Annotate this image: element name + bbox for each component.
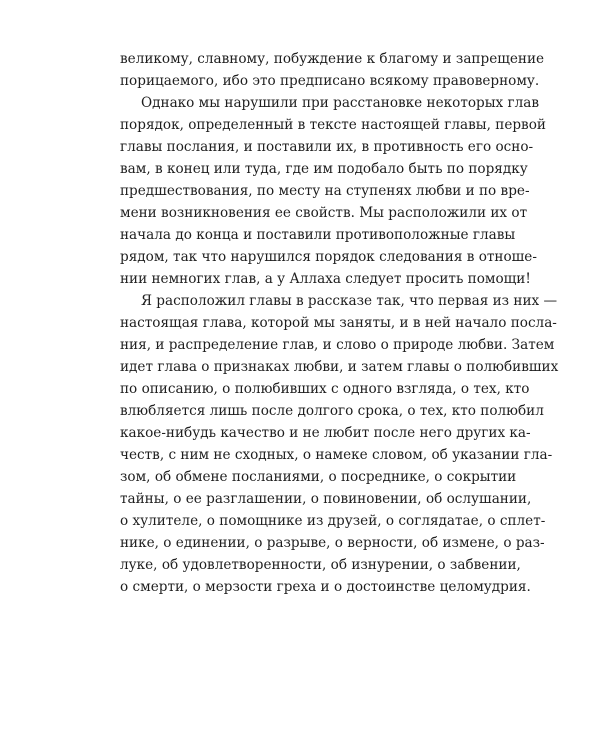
text-line: нии немногих глав, а у Аллаха следует просить помощи! xyxy=(120,271,531,287)
text-line: рядом, так что нарушился порядок следования в отноше- xyxy=(120,249,537,265)
paragraph-3 xyxy=(120,290,559,598)
paragraph-2 xyxy=(120,92,546,290)
text-line: начала до конца и поставили противоположные главы xyxy=(120,227,516,243)
text-line: Однако мы нарушили при расстановке некоторых глав xyxy=(141,95,540,111)
text-line: нике, о единении, о разрыве, о верности, об измене, о раз- xyxy=(120,535,545,551)
text-line: честв, с ним не сходных, о намеке словом, об указании гла- xyxy=(120,447,553,463)
text-line: главы послания, и поставили их, в противность его осно- xyxy=(120,139,534,155)
text-line: зом, об обмене посланиями, о посреднике, о сокрытии xyxy=(120,469,517,485)
text-line: тайны, о ее разглашении, о повиновении, об ослушании, xyxy=(120,491,532,507)
text-line: настоящая глава, которой мы заняты, и в ней начало посла- xyxy=(120,315,557,331)
page-body-text xyxy=(120,48,559,598)
text-line: вам, в конец или туда, где им подобало быть по порядку xyxy=(120,161,528,177)
text-line: идет глава о признаках любви, и затем главы о полюбивших xyxy=(120,359,559,375)
text-line: Я расположил главы в рассказе так, что первая из них — xyxy=(141,293,558,309)
text-line: великому, славному, побуждение к благому и запрещение xyxy=(120,51,545,67)
text-line: по описанию, о полюбивших с одного взгляда, о тех, кто xyxy=(120,381,530,397)
paragraph-1 xyxy=(120,48,545,92)
text-line: какое-нибудь качество и не любит после него других ка- xyxy=(120,425,531,441)
text-line: порядок, определенный в тексте настоящей главы, первой xyxy=(120,117,546,133)
text-line: предшествования, по месту на ступенях любви и по вре- xyxy=(120,183,530,199)
text-line: ния, и распределение глав, и слово о природе любви. Затем xyxy=(120,337,555,353)
text-line: о хулителе, о помощнике из друзей, о соглядатае, о сплет- xyxy=(120,513,546,529)
text-line: о смерти, о мерзости греха и о достоинстве целомудрия. xyxy=(120,579,531,595)
text-line: мени возникновения ее свойств. Мы расположили их от xyxy=(120,205,528,221)
text-line: порицаемого, ибо это предписано всякому правоверному. xyxy=(120,73,540,89)
text-line: луке, об удовлетворенности, об изнурении, о забвении, xyxy=(120,557,521,573)
text-line: влюбляется лишь после долгого срока, о тех, кто полюбил xyxy=(120,403,544,419)
